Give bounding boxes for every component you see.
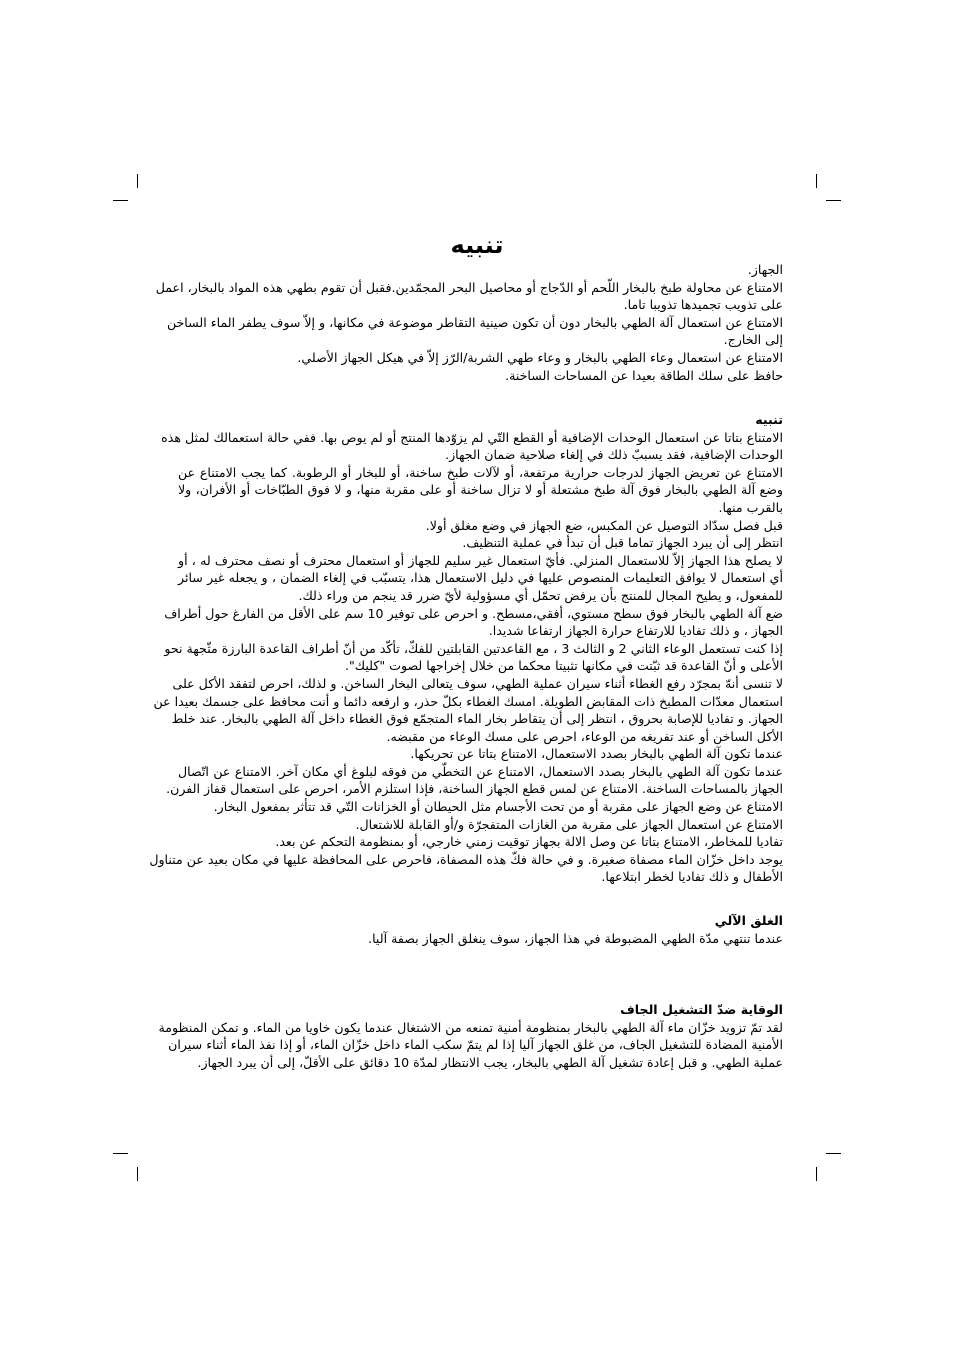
section-warning [149,411,783,886]
page-title: تنبيه [450,231,504,259]
paragraph-line: للمفعول، و يطيح المجال للمنتج بأن يرفض تحمّل أي مسؤولية لأيّ ضرر قد ينجم من وراء ذلك. [298,587,783,603]
crop-mark [816,1167,817,1181]
crop-mark [137,1167,138,1181]
section-heading: تنبيه [755,412,783,427]
paragraph-line: الجهاز ، و ذلك تفاديا للارتفاع حرارة الجهاز ارتفاعا شديدا. [488,623,783,639]
paragraph-line: الامتناع عن استعمال آلة الطهي بالبخار دون أن تكون صينية التقاطر موضوعة في مكانها، و إلاّ سوف يطفر الماء الساخن [166,314,783,330]
paragraph-line: الوحدات الإضافية، فقد يسببّ ذلك في إلغاء صلاحية ضمان الجهاز. [445,447,783,463]
crop-mark [113,1153,128,1154]
paragraph-line: ضع آلة الطهي بالبخار فوق سطح مستوي، أفقي،مسطح. و احرص على توفير 10 سم على الأقل من الفارغ حول أطراف [164,605,783,621]
paragraph-line: الامتناع بتاتا عن استعمال الوحدات الإضافية أو القطع التّي لم يزوّدها المنتج أو لم يوص بها. ففي حالة استعمالك لمثل هذه [161,429,783,445]
crop-mark [113,200,128,201]
paragraph-line: الامتناع عن تعريض الجهاز لدرجات حرارية مرتفعة، أو لآلات طبخ ساخنة، أو للبخار أو الرطوبة. كما يجب الامتناع عن [178,464,783,480]
section-heading: الوقاية ضدّ التشغيل الجاف [620,1002,783,1017]
paragraph-line: استعمال معدّات المطبخ ذات المقابض الطويلة. امسك الغطاء بكلّ حذر، و ارفعه دائما و أنت محافظ على جسمك بعيدا عن [153,693,783,709]
paragraph-line: يوجد داخل خزّان الماء مصفاة صغيرة. و في حالة فكّ هذه المصفاة، فاحرص على المحافظة عليها في مكان بعيد عن متناول [149,851,783,867]
paragraph-line: لا يصلح هذا الجهاز إلاّ للاستعمال المنزلي. فأيّ استعمال غير سليم للجهاز أو استعمال محترف أو نصف محترف له ، أو [178,552,783,568]
paragraph-line: لا تنسى أنهّ بمجرّد رفع الغطاء أثناء سيران عملية الطهي، سوف يتعالى البخار الساخن. و لذلك، احرص لتفقد الأكل على [172,675,783,691]
paragraph-line: بالقرب منها. [718,499,783,515]
section-dry-run-protection [158,1001,783,1071]
paragraph-line: حافظ على سلك الطاقة بعيدا عن المساحات الساخنة. [505,367,783,383]
paragraph-line: الامتناع عن وضع الجهاز على مقربة أو من تحت الأجسام مثل الحيطان أو الخزانات التّي قد تتأثر بمفعول البخار. [213,799,783,815]
paragraph-line: إلى الخارج. [723,332,783,348]
paragraph-line: الأكل الساخن أو عند تفريغه من الوعاء، احرص على مسك الوعاء من مقبضه. [386,728,783,744]
paragraph-line: الأمنية المضادة للتشغيل الجاف، من غلق الجهاز آليا إذا لم يتمّ سكب الماء داخل خزّان الماء، أو إذا نفذ الماء أثناء سيران [168,1037,783,1053]
paragraph-line: الامتناع عن استعمال الجهاز على مقربة من الغازات المتفجرّة و/أو القابلة للاشتعال. [355,816,783,832]
paragraph-line: الامتناع عن محاولة طبخ بالبخار اللّحم أو الدّجاج أو محاصيل البحر المجمّدين.فقبل أن تقوم بطهي هذه المواد بالبخار، اعمل [155,279,783,295]
paragraph-line: أي استعمال لا يوافق التعليمات المنصوص عليها في دليل الاستعمال هذا، يتسبّب في إلغاء الضمان ، و يجعله غير سائر [178,570,783,586]
paragraph-line: قبل فصل سدّاد التوصيل عن المكبس، ضع الجهاز في وضع مغلق أولا. [425,517,783,533]
section-auto-off [178,912,783,947]
paragraph-line: عملية الطهي. و قبل إعادة تشغيل آلة الطهي بالبخار، يجب الانتظار لمدّة 10 دقائق على الأقلّ، إلى أن يبرد الجهاز. [197,1054,783,1070]
paragraph-line: إذا كنت تستعمل الوعاء الثاني 2 و الثالث 3 ، مع القاعدتين القابلتين للفكّ، تأكّد من أنّ أطراف القاعدة البارزة مثّجهة نحو [164,640,783,656]
paragraph-line: الأعلى و أنّ القاعدة قد ثبّتت في مكانها تثبيتا محكما من خلال إخراجها لصوت "كليك". [344,658,783,674]
paragraph-line: تفاديا للمخاطر، الامتناع بتاتا عن وصل الالة بجهاز توقيت زمني خارجي، أو بمنظومة التحكم عن بعد. [275,834,783,850]
paragraph-line: عندما تكون آلة الطهي بالبخار بصدد الاستعمال، الامتناع بتاتا عن تحريكها. [410,746,783,762]
crop-mark [826,200,841,201]
paragraph-line: لقد تمّ تزويد خزّان ماء آلة الطهي بالبخار بمنظومة أمنية تمنعه من الاشتغال عندما يكون خاويا من الماء. و تمكن المنظومة [158,1019,783,1035]
section-heading: الغلق الآلي [714,913,783,928]
crop-mark [826,1153,841,1154]
paragraph-line: الجهاز. و تفاديا للإصابة بحروق ، انتظر إلى أن يتقاطر بخار الماء المتجمّع فوق الغطاء داخل آلة الطهي بالبخار. عند خلط [171,711,783,727]
paragraph-line: الجهاز بالمساحات الساخنة. الامتناع عن لمس قطع الجهاز الساخنة، فإذا استلزم الأمر، احرص على استعمال قفاز الفرن. [166,781,783,797]
section-intro [155,261,783,384]
paragraph-line: عندما تنتهي مدّة الطهي المضبوطة في هذا الجهاز، سوف ينغلق الجهاز بصفة آليا. [368,930,783,946]
paragraph-line: على تذويب تجميدها تذويبا تاما. [623,297,783,313]
paragraph-line: الامتناع عن استعمال وعاء الطهي بالبخار و وعاء طهي الشربة/الرّز إلاّ في هيكل الجهاز الأصلي. [297,349,783,365]
paragraph-line: الجهاز. [747,262,783,277]
crop-mark [137,174,138,188]
paragraph-line: عندما تكون آلة الطهي بالبخار بصدد الاستعمال، الامتناع عن التخطّي من فوقه لبلوغ أي مكان آخر. الامتناع عن اتّصال [178,763,783,779]
paragraph-line: الأطفال و ذلك تفاديا لخطر ابتلاعها. [601,869,783,885]
paragraph-line: انتظر إلى أن يبرد الجهاز تماما قبل أن تبدأ في عملية التنظيف. [462,535,783,551]
crop-mark [816,174,817,188]
paragraph-line: وضع آلة الطهي بالبخار فوق آلة طبخ مشتعلة أو لا تزال ساخنة أو على مقربة منها، و لا فوق الطبّاخات أو الأفران، ولا [178,482,783,498]
